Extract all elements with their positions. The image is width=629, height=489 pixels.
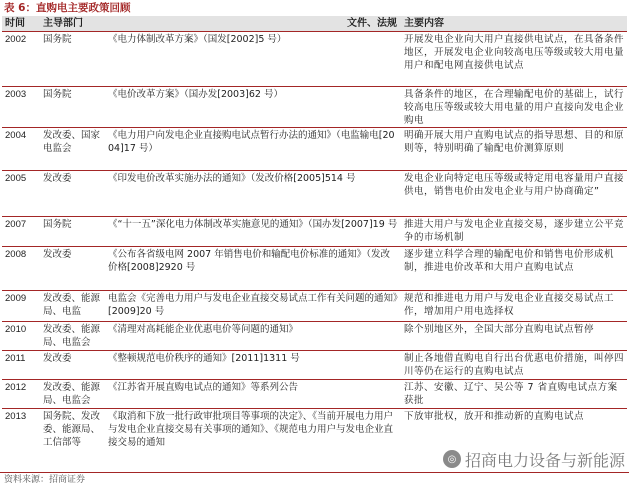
table-row xyxy=(2,291,627,322)
cell-year: 2013 xyxy=(2,409,40,461)
cell-doc: 《电力体制改革方案》（国发[2002]5 号） xyxy=(108,34,287,45)
source-note: 资料来源：招商证券 xyxy=(4,475,86,485)
table-row xyxy=(2,380,627,409)
cell-doc: 《“十一五”深化电力体制改革实施意见的通知》（国办发[2007]19 号 xyxy=(105,217,401,247)
cell-year: 2011 xyxy=(2,351,40,380)
cell-year: 2009 xyxy=(2,291,40,322)
cell-year: 2007 xyxy=(2,217,40,247)
header-content: 主要内容 xyxy=(401,16,627,32)
cell-content: 逐步建立科学合理的输配电价和销售电价形成机制，推进电价改革和大用户直购电试点 xyxy=(401,247,627,291)
cell-doc: 电监会《完善电力用户与发电企业直接交易试点工作有关问题的通知》[2009]20 号 xyxy=(105,291,401,322)
cell-doc: 《清理对高耗能企业优惠电价等问题的通知》 xyxy=(105,322,401,351)
cell-dept: 国务院、发改委、能源局、工信部等 xyxy=(40,409,105,461)
cell-doc: 《江苏省开展直购电试点的通知》等系列公告 xyxy=(105,380,401,409)
cell-dept: 国务院 xyxy=(40,87,105,128)
cell-dept: 国务院 xyxy=(43,34,72,45)
cell-content: 江苏、安徽、辽宁、吴公等 7 省直购电试点方案获批 xyxy=(401,380,627,409)
cell-dept: 发改委 xyxy=(40,351,105,380)
cell-content: 除个别地区外，全国大部分直购电试点暂停 xyxy=(401,322,627,351)
cell-doc: 《公布各省级电网 2007 年销售电价和输配电价标准的通知》（发改价格[2008]2920 号 xyxy=(105,247,401,291)
cell-content: 推进大用户与发电企业直接交易，逐步建立公平竞争的市场机制 xyxy=(401,217,627,247)
cell-content: 开展发电企业向大用户直接供电试点，在具备条件地区，开展发电企业向较高电压等级或较大用电量用户和配电网直接供电试点 xyxy=(404,34,625,71)
cell-year: 2008 xyxy=(2,247,40,291)
cell-doc: 《电力用户向发电企业直接购电试点暂行办法的通知》（电监输电[2004]17 号） xyxy=(105,128,401,171)
table-row xyxy=(2,247,627,291)
table-row xyxy=(2,351,627,380)
watermark-text: 招商电力设备与新能源 xyxy=(464,450,625,470)
table-row xyxy=(2,171,627,217)
table-row xyxy=(2,128,627,171)
wechat-logo-icon: ◎ xyxy=(443,450,461,468)
cell-doc: 《电价改革方案》（国办发[2003]62 号） xyxy=(105,87,401,128)
cell-dept: 发改委、能源局、电监 xyxy=(40,291,105,322)
table-row xyxy=(2,217,627,247)
cell-doc: 《取消和下放一批行政审批项目等事项的决定》、《当前开展电力用户与发电企业直接交易有关事项的通知》、《规范电力用户与发电企业直接交易的通知 xyxy=(105,409,401,461)
cell-year: 2005 xyxy=(2,171,40,217)
cell-content: 明确开展大用户直购电试点的指导思想、目的和原则等，特别明确了输配电价测算原则 xyxy=(401,128,627,171)
cell-year: 2004 xyxy=(2,128,40,171)
cell-dept: 发改委 xyxy=(40,171,105,217)
cell-year: 2012 xyxy=(2,380,40,409)
cell-doc: 《印发电价改革实施办法的通知》（发改价格[2005]514 号 xyxy=(105,171,401,217)
header-doc: 文件、法规 xyxy=(105,16,401,32)
cell-dept: 发改委、能源局、电监会 xyxy=(40,380,105,409)
table-row xyxy=(2,322,627,351)
header-year: 时间 xyxy=(2,16,40,32)
cell-content: 规范和推进电力用户与发电企业直接交易试点工作，增加用户用电选择权 xyxy=(401,291,627,322)
cell-year: 2010 xyxy=(2,322,40,351)
watermark xyxy=(443,448,625,470)
cell-year: 2002 xyxy=(5,34,27,45)
table-row xyxy=(2,87,627,128)
cell-content: 具备条件的地区，在合理输配电价的基础上，试行较高电压等级或较大用电量的用户直接向发电企业购电 xyxy=(401,87,627,128)
policy-table xyxy=(2,16,627,461)
table-footer xyxy=(0,472,629,489)
cell-content: 发电企业向特定电压等级或特定用电容量用户直接供电，销售电价由发电企业与用户协商确定” xyxy=(401,171,627,217)
cell-dept: 发改委 xyxy=(40,247,105,291)
cell-year: 2003 xyxy=(2,87,40,128)
cell-dept: 发改委、能源局、电监会 xyxy=(40,322,105,351)
table-header-row xyxy=(2,16,627,32)
table-title: 表 6：直购电主要政策回顾 xyxy=(4,2,131,14)
cell-content: 制止各地借直购电自行出台优惠电价措施，叫停四川等仍在运行的直购电试点 xyxy=(401,351,627,380)
table-row xyxy=(2,32,627,87)
table-body xyxy=(2,32,627,461)
cell-dept: 国务院 xyxy=(40,217,105,247)
cell-dept: 发改委、国家电监会 xyxy=(40,128,105,171)
header-dept: 主导部门 xyxy=(40,16,105,32)
cell-content: 下放审批权，放开和推动新的直购电试点 xyxy=(401,409,627,461)
cell-doc: 《整顿规范电价秩序的通知》[2011]1311 号 xyxy=(105,351,401,380)
